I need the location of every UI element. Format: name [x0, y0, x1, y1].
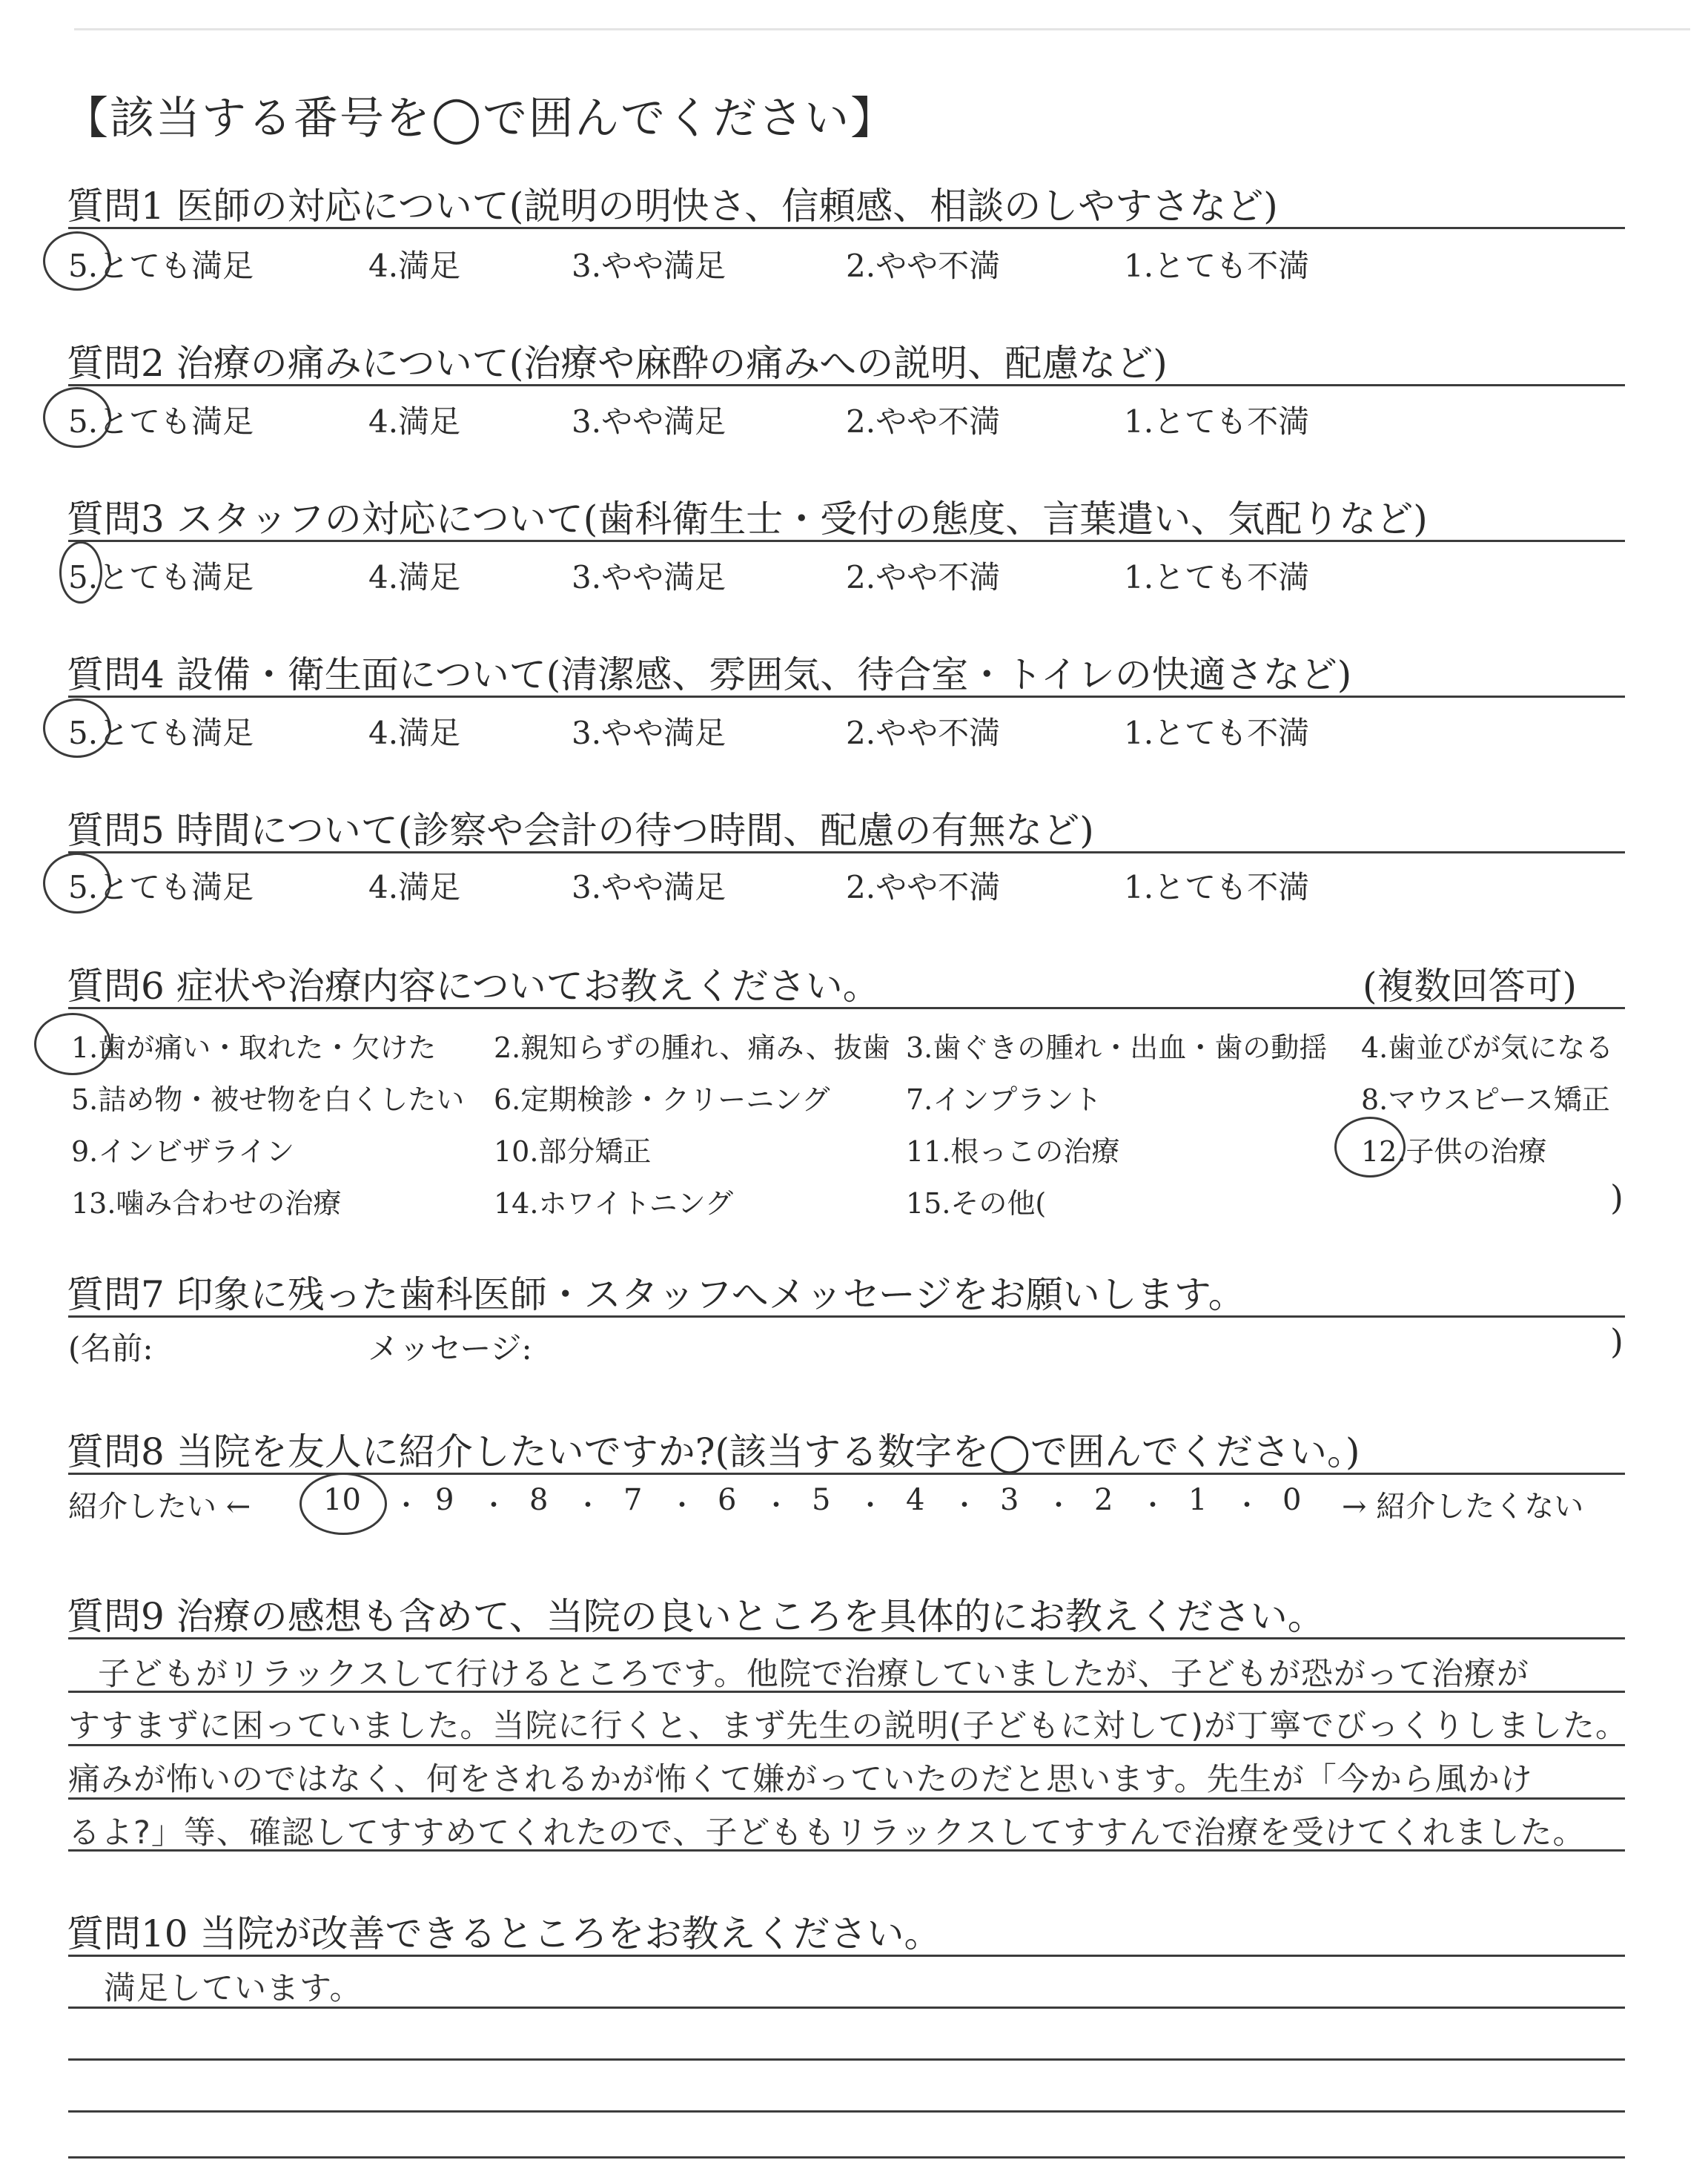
- question-label: 質問8 当院を友人に紹介したいですか?(該当する数字を◯で囲んでください。): [67, 1430, 1360, 1473]
- option-5[interactable]: 5.とても満足: [68, 869, 254, 905]
- option-5[interactable]: 5.とても満足: [68, 403, 254, 440]
- score-3[interactable]: 3: [1000, 1483, 1019, 1517]
- question-label: 質問10 当院が改善できるところをお教えください。: [67, 1912, 941, 1955]
- answer-rule: [68, 1849, 1625, 1852]
- page-heading: 【該当する番号を◯で囲んでください】: [64, 93, 897, 145]
- score-9[interactable]: 9: [435, 1483, 454, 1517]
- separator-dot: ・: [951, 1490, 979, 1521]
- symptom-option-5[interactable]: 5.詰め物・被せ物を白くしたい: [71, 1083, 465, 1116]
- answer-rule: [68, 1797, 1625, 1800]
- recommend-right-label: → 紹介したくない: [1342, 1490, 1584, 1524]
- separator-dot: ・: [669, 1490, 696, 1521]
- score-1[interactable]: 1: [1188, 1483, 1208, 1517]
- option-1[interactable]: 1.とても不満: [1124, 715, 1310, 751]
- question-label: 質問5 時間について(診察や会計の待つ時間、配慮の有無など): [67, 809, 1094, 852]
- option-3[interactable]: 3.やや満足: [572, 248, 726, 284]
- separator-dot: ・: [393, 1490, 420, 1521]
- symptom-option-9[interactable]: 9.インビザライン: [71, 1135, 295, 1168]
- option-3[interactable]: 3.やや満足: [572, 715, 726, 751]
- option-1[interactable]: 1.とても不満: [1124, 248, 1310, 284]
- score-10[interactable]: 10: [323, 1483, 361, 1517]
- option-4[interactable]: 4.満足: [368, 403, 461, 440]
- question-label: 質問2 治療の痛みについて(治療や麻酔の痛みへの説明、配慮など): [67, 342, 1168, 385]
- separator-dot: ・: [575, 1490, 602, 1521]
- symptom-option-2[interactable]: 2.親知らずの腫れ、痛み、抜歯: [494, 1031, 890, 1064]
- question-rule: [68, 227, 1625, 229]
- symptom-option-11[interactable]: 11.根っこの治療: [906, 1135, 1120, 1168]
- symptom-option-13[interactable]: 13.噛み合わせの治療: [71, 1187, 342, 1220]
- answer-rule: [68, 2007, 1625, 2009]
- separator-dot: ・: [480, 1490, 508, 1521]
- option-4[interactable]: 4.満足: [368, 559, 461, 595]
- score-4[interactable]: 4: [906, 1483, 925, 1517]
- option-4[interactable]: 4.満足: [368, 869, 461, 905]
- message-close-paren: ): [1610, 1321, 1623, 1361]
- option-5[interactable]: 5.とても満足: [68, 248, 254, 284]
- name-label: (名前:: [68, 1330, 153, 1367]
- question-label: 質問4 設備・衛生面について(清潔感、雰囲気、待合室・トイレの快適さなど): [67, 653, 1352, 696]
- handwritten-answer-line: るよ?」等、確認してすすめてくれたので、子どももリラックスしてすすんで治療を受けてくれました。: [68, 1814, 1586, 1852]
- question-label: 質問1 医師の対応について(説明の明快さ、信頼感、相談のしやすさなど): [67, 185, 1278, 228]
- option-4[interactable]: 4.満足: [368, 248, 461, 284]
- question-rule: [68, 696, 1625, 698]
- separator-dot: ・: [1234, 1490, 1261, 1521]
- question-rule: [68, 1007, 1625, 1009]
- symptom-option-12[interactable]: 12.子供の治療: [1361, 1135, 1547, 1168]
- score-5[interactable]: 5: [812, 1483, 831, 1517]
- separator-dot: ・: [763, 1490, 790, 1521]
- answer-rule: [68, 1691, 1625, 1693]
- question-rule: [68, 1637, 1625, 1639]
- option-3[interactable]: 3.やや満足: [572, 403, 726, 440]
- symptom-option-10[interactable]: 10.部分矯正: [494, 1135, 652, 1168]
- question-label: 質問7 印象に残った歯科医師・スタッフへメッセージをお願いします。: [67, 1273, 1245, 1316]
- question-rule: [68, 1315, 1625, 1318]
- symptom-option-7[interactable]: 7.インプラント: [906, 1083, 1102, 1116]
- separator-dot: ・: [857, 1490, 884, 1521]
- question-rule: [68, 1955, 1625, 1957]
- option-1[interactable]: 1.とても不満: [1124, 403, 1310, 440]
- score-0[interactable]: 0: [1282, 1483, 1302, 1517]
- symptom-option-1[interactable]: 1.歯が痛い・取れた・欠けた: [71, 1031, 437, 1064]
- handwritten-answer-line: すすまずに困っていました。当院に行くと、まず先生の説明(子どもに対して)が丁寧でびっくりしました。: [68, 1708, 1628, 1745]
- question-rule: [68, 540, 1625, 542]
- question-label: 質問9 治療の感想も含めて、当院の良いところを具体的にお教えください。: [67, 1595, 1325, 1638]
- option-5[interactable]: 5.とても満足: [68, 559, 254, 595]
- recommend-left-label: 紹介したい ←: [68, 1490, 251, 1524]
- option-1[interactable]: 1.とても不満: [1124, 559, 1310, 595]
- symptom-option-4[interactable]: 4.歯並びが気になる: [1361, 1031, 1614, 1064]
- question-rule: [68, 1473, 1625, 1475]
- handwritten-answer-line: 痛みが怖いのではなく、何をされるかが怖くて嫌がっていたのだと思います。先生が「今から風かけ: [68, 1761, 1533, 1798]
- score-2[interactable]: 2: [1094, 1483, 1113, 1517]
- option-2[interactable]: 2.やや不満: [846, 248, 1001, 284]
- option-3[interactable]: 3.やや満足: [572, 559, 726, 595]
- answer-rule: [68, 2110, 1625, 2113]
- handwritten-answer: 満足しています。: [104, 1970, 363, 2007]
- separator-dot: ・: [1139, 1490, 1167, 1521]
- answer-rule: [68, 2058, 1625, 2061]
- symptom-option-14[interactable]: 14.ホワイトニング: [494, 1187, 734, 1220]
- separator-dot: ・: [1045, 1490, 1073, 1521]
- question-rule: [68, 851, 1625, 853]
- option-2[interactable]: 2.やや不満: [846, 559, 1001, 595]
- option-1[interactable]: 1.とても不満: [1124, 869, 1310, 905]
- message-label: メッセージ:: [368, 1330, 532, 1367]
- option-2[interactable]: 2.やや不満: [846, 403, 1001, 440]
- option-4[interactable]: 4.満足: [368, 715, 461, 751]
- other-close-paren: ): [1610, 1178, 1623, 1218]
- symptom-option-3[interactable]: 3.歯ぐきの腫れ・出血・歯の動揺: [906, 1031, 1328, 1064]
- option-2[interactable]: 2.やや不満: [846, 869, 1001, 905]
- option-5[interactable]: 5.とても満足: [68, 715, 254, 751]
- handwritten-answer-line: 子どもがリラックスして行けるところです。他院で治療していましたが、子どもが恐がって治療が: [98, 1656, 1529, 1693]
- score-7[interactable]: 7: [623, 1483, 643, 1517]
- symptom-option-8[interactable]: 8.マウスピース矯正: [1361, 1083, 1610, 1116]
- top-border: [74, 28, 1690, 30]
- multiple-answer-note: (複数回答可): [1363, 965, 1578, 1008]
- symptom-option-15[interactable]: 15.その他(: [906, 1187, 1047, 1220]
- symptom-option-6[interactable]: 6.定期検診・クリーニング: [494, 1083, 830, 1116]
- question-rule: [68, 384, 1625, 386]
- score-6[interactable]: 6: [718, 1483, 737, 1517]
- question-label: 質問6 症状や治療内容についてお教えください。: [67, 965, 880, 1008]
- score-8[interactable]: 8: [529, 1483, 549, 1517]
- answer-rule: [68, 1744, 1625, 1746]
- question-label: 質問3 スタッフの対応について(歯科衛生士・受付の態度、言葉遣い、気配りなど): [67, 498, 1428, 541]
- option-2[interactable]: 2.やや不満: [846, 715, 1001, 751]
- option-3[interactable]: 3.やや満足: [572, 869, 726, 905]
- answer-rule: [68, 2156, 1625, 2159]
